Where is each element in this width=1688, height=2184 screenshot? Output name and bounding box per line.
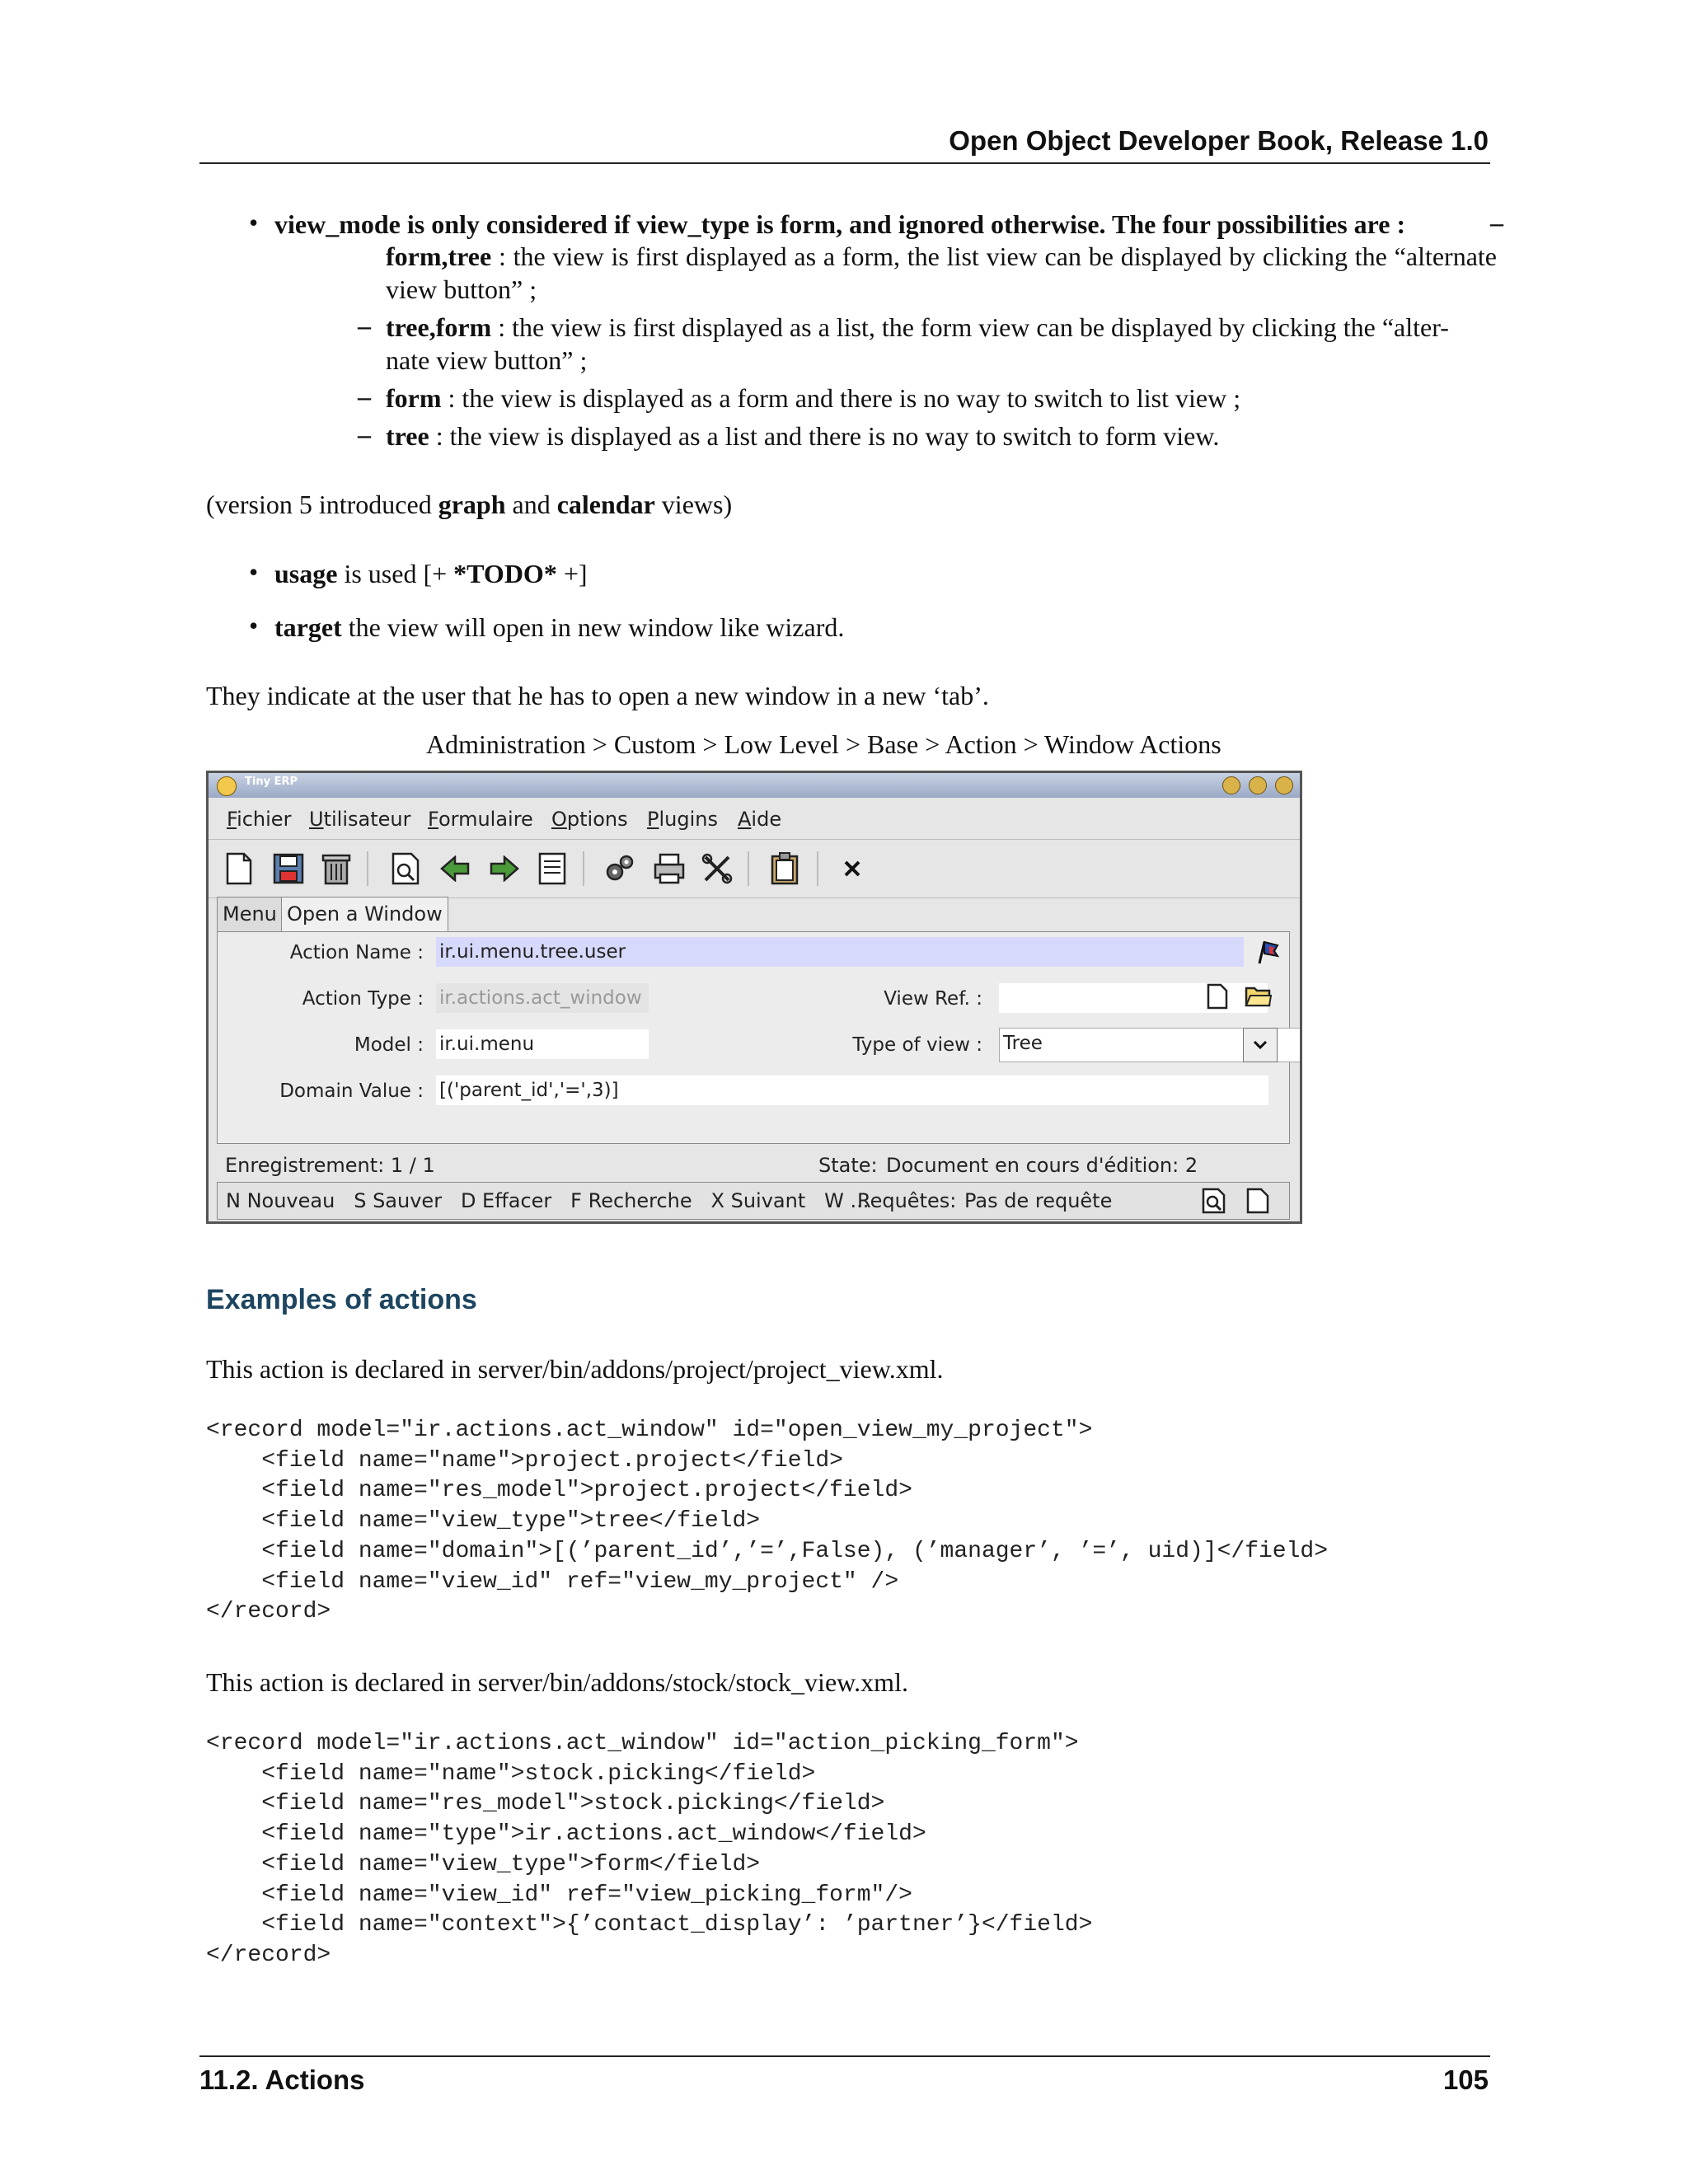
view-mode-lead bbox=[274, 208, 1493, 241]
form-area bbox=[217, 931, 1290, 1144]
save-icon[interactable] bbox=[271, 851, 306, 886]
header-rule bbox=[199, 162, 1490, 164]
tools-icon[interactable] bbox=[700, 851, 734, 886]
print-icon[interactable] bbox=[652, 851, 687, 886]
bottom-bar bbox=[217, 1182, 1290, 1220]
dash-marker: – bbox=[358, 311, 371, 340]
type-of-view-select[interactable]: Tree bbox=[999, 1028, 1302, 1062]
bullet-marker: • bbox=[249, 208, 259, 237]
target-text: the view will open in new window like wizard. bbox=[341, 612, 845, 642]
action-name-field[interactable]: ir.ui.menu.tree.user bbox=[436, 937, 1244, 967]
dash-marker: – bbox=[1490, 208, 1503, 237]
record-counter: Enregistrement: 1 / 1 bbox=[225, 1154, 435, 1177]
menubar bbox=[209, 798, 1300, 839]
action-name-label: Action Name : bbox=[289, 942, 424, 963]
menu-aide[interactable]: Aide bbox=[738, 808, 782, 831]
item-form bbox=[386, 382, 1240, 415]
action-gears-icon[interactable] bbox=[603, 851, 637, 886]
type-of-view-label: Type of view : bbox=[852, 1034, 982, 1056]
version-note-pre: (version 5 introduced bbox=[206, 490, 438, 519]
example1-intro: This action is declared in server/bin/addons/project/project_view.xml. bbox=[206, 1354, 944, 1384]
item-term: tree bbox=[386, 421, 429, 451]
usage-text: is used [+ bbox=[337, 559, 454, 588]
domain-value-label: Domain Value : bbox=[279, 1080, 424, 1102]
action-type-label: Action Type : bbox=[302, 988, 424, 1010]
find-icon[interactable] bbox=[388, 851, 423, 886]
close-tab-icon[interactable] bbox=[835, 851, 870, 886]
keyboard-shortcuts: N Nouveau S Sauver D Effacer F Recherche X Suivant W ... bbox=[226, 1189, 870, 1212]
chevron-down-icon[interactable] bbox=[1243, 1028, 1278, 1062]
app-screenshot bbox=[206, 771, 1302, 1224]
new-icon[interactable] bbox=[222, 851, 256, 886]
item-term: form,tree bbox=[386, 241, 492, 271]
app-logo-icon bbox=[217, 776, 237, 796]
view-ref-label: View Ref. : bbox=[884, 988, 982, 1010]
state-label: State: bbox=[818, 1154, 878, 1177]
minimize-icon[interactable] bbox=[1222, 776, 1240, 794]
close-window-icon[interactable] bbox=[1275, 776, 1293, 794]
graph-term: graph bbox=[438, 490, 506, 519]
example2-intro: This action is declared in server/bin/addons/stock/stock_view.xml. bbox=[206, 1667, 908, 1697]
delete-icon[interactable] bbox=[319, 851, 354, 886]
menu-utilisateur[interactable]: Utilisateur bbox=[309, 808, 411, 831]
menu-path: Administration > Custom > Low Level > Base > Action > Window Actions bbox=[426, 729, 1221, 759]
window-titlebar bbox=[209, 773, 1300, 798]
view-mode-lead-text: view_mode is only considered if view_type is form, and ignored otherwise. The four possibilities are : bbox=[274, 209, 1406, 239]
page-number: 105 bbox=[1442, 2064, 1489, 2095]
target-term: target bbox=[274, 612, 342, 642]
toolbar-separator bbox=[367, 851, 368, 886]
usage-term: usage bbox=[274, 559, 338, 588]
maximize-icon[interactable] bbox=[1249, 776, 1267, 794]
todo-marker: *TODO* bbox=[453, 559, 557, 588]
footer-section: 11.2. Actions bbox=[199, 2064, 365, 2095]
bullet-marker: • bbox=[249, 611, 259, 640]
item-term: tree,form bbox=[386, 312, 492, 342]
requests-new-icon[interactable] bbox=[1246, 1188, 1273, 1214]
item-text: : the view is displayed as a list and there is no way to switch to form view. bbox=[429, 421, 1220, 451]
target-item bbox=[274, 611, 844, 644]
toolbar-separator bbox=[748, 851, 749, 886]
requests-value: Pas de requête bbox=[964, 1189, 1113, 1212]
view-ref-open-icon[interactable] bbox=[1245, 983, 1273, 1011]
item-tree-form-cont: nate view button” ; bbox=[386, 345, 588, 375]
item-text: : the view is first displayed as a list, the form view can be displayed by clicking the “alter- bbox=[491, 312, 1449, 342]
version-note bbox=[206, 488, 732, 521]
example2-code: <record model="ir.actions.act_window" id="action_picking_form"> <field name="name">stock.picking</field> <field name="res_model">stock.picking</field> <field name="type">ir.actions.act_window</field> <field name="view_type">form</field> <field name="view_id" ref="view_picking_form"/> <field name="context">{’contact_display’: ’partner’}</field> </record> bbox=[206, 1731, 1093, 1968]
calendar-term: calendar bbox=[556, 490, 655, 519]
requests-label: Requêtes: bbox=[857, 1189, 957, 1212]
bullet-marker: • bbox=[249, 557, 259, 587]
item-tree bbox=[386, 419, 1219, 452]
model-label: Model : bbox=[354, 1034, 424, 1056]
dash-marker: – bbox=[358, 419, 371, 449]
usage-text-end: +] bbox=[556, 559, 588, 588]
translate-flag-icon[interactable] bbox=[1254, 939, 1281, 965]
item-tree-form bbox=[386, 311, 1449, 344]
menu-options[interactable]: Options bbox=[551, 808, 628, 831]
item-text: : the view is first displayed as a form, the list view can be displayed by clicking the “alternate view button” ; bbox=[386, 241, 1497, 304]
running-header: Open Object Developer Book, Release 1.0 bbox=[949, 125, 1489, 156]
usage-item bbox=[274, 557, 588, 590]
section-heading: Examples of actions bbox=[206, 1284, 477, 1315]
item-term: form bbox=[386, 383, 442, 413]
toolbar-separator bbox=[817, 851, 818, 886]
indicate-paragraph: They indicate at the user that he has to open a new window in a new ‘tab’. bbox=[206, 681, 989, 710]
view-ref-new-icon[interactable] bbox=[1207, 983, 1231, 1011]
dash-marker: – bbox=[358, 382, 371, 411]
example1-code: <record model="ir.actions.act_window" id="open_view_my_project"> <field name="name">project.project</field> <field name="res_model">project.project</field> <field name="view_type">tree</field> <field name="domain">[(’parent_id’,’=’,False), (’manager’, ’=’, uid)]</field> <field name="view_id" ref="view_my_project" /> </record> bbox=[206, 1418, 1329, 1625]
footer-rule bbox=[199, 2055, 1490, 2057]
menu-plugins[interactable]: Plugins bbox=[647, 808, 718, 831]
tab-open-a-window[interactable]: Open a Window bbox=[281, 897, 448, 931]
state-value: Document en cours d'édition: 2 bbox=[886, 1154, 1198, 1177]
attachment-clipboard-icon[interactable] bbox=[767, 851, 802, 886]
menu-fichier[interactable]: Fichier bbox=[227, 808, 292, 831]
status-bar bbox=[217, 1144, 1290, 1182]
requests-find-icon[interactable] bbox=[1202, 1188, 1228, 1214]
model-field[interactable]: ir.ui.menu bbox=[436, 1029, 649, 1059]
previous-icon[interactable] bbox=[438, 851, 472, 886]
version-note-post: views) bbox=[654, 490, 733, 519]
toolbar bbox=[209, 839, 1300, 898]
item-text: : the view is displayed as a form and there is no way to switch to list view ; bbox=[441, 383, 1241, 413]
tab-menu[interactable]: Menu bbox=[217, 897, 283, 931]
switch-view-icon[interactable] bbox=[535, 851, 570, 886]
next-icon[interactable] bbox=[487, 851, 522, 886]
toolbar-separator bbox=[583, 851, 584, 886]
domain-value-field[interactable]: [('parent_id','=',3)] bbox=[436, 1076, 1268, 1105]
menu-formulaire[interactable]: Formulaire bbox=[428, 808, 533, 831]
action-type-field: ir.actions.act_window bbox=[436, 983, 649, 1013]
version-note-mid: and bbox=[505, 490, 557, 519]
item-form-tree bbox=[386, 240, 1497, 306]
window-title: Tiny ERP bbox=[245, 776, 298, 788]
